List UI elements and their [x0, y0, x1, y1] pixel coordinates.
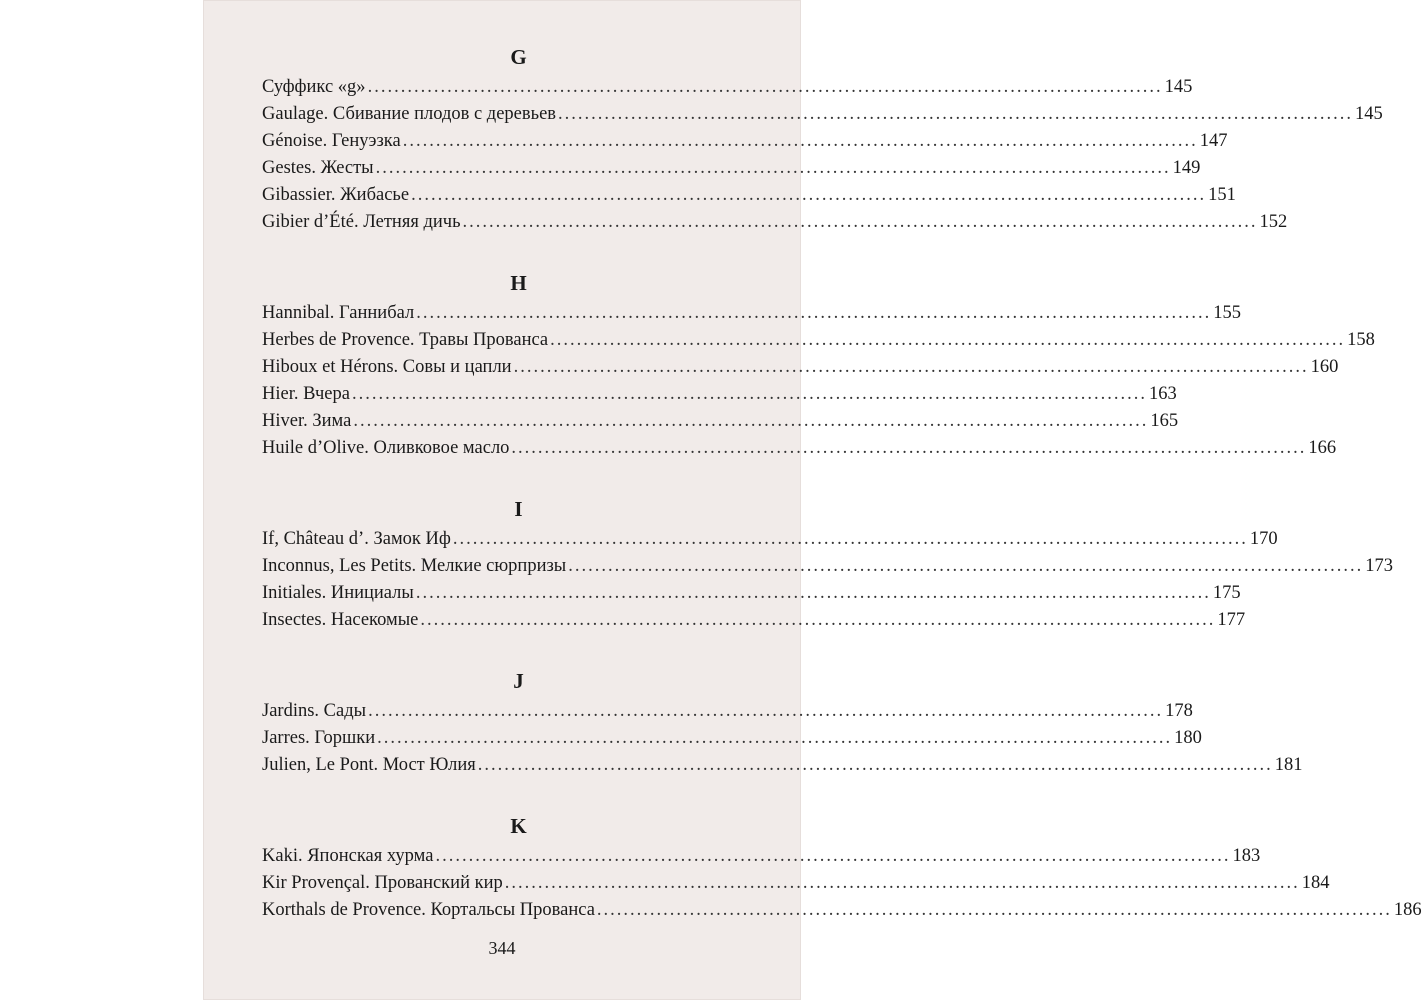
toc-entry [262, 300, 1241, 327]
section-letter: I [514, 497, 523, 521]
dot-leader: ........................................................................................................................ [477, 755, 1273, 775]
entry-title: Gestes. Жесты [262, 158, 374, 178]
dot-leader: ........................................................................................................................ [368, 701, 1164, 721]
entry-page: 186 [1393, 900, 1422, 920]
dot-leader: ........................................................................................................................ [511, 438, 1307, 458]
dot-leader: ........................................................................................................................ [375, 158, 1171, 178]
toc-entry [262, 128, 1228, 155]
entry-page: 181 [1274, 755, 1303, 775]
entry-title: Gaulage. Сбивание плодов с деревьев [262, 104, 557, 124]
entry-title: Huile d’Olive. Оливковое масло [262, 438, 510, 458]
toc-entry [262, 607, 1246, 634]
entry-page: 183 [1232, 846, 1261, 866]
entry-page: 145 [1164, 77, 1193, 97]
entry-title: If, Château d’. Замок Иф [262, 529, 451, 549]
entry-page: 145 [1355, 104, 1383, 124]
toc-entry [262, 327, 1375, 354]
entry-title: Kaki. Японская хурма [262, 846, 434, 866]
entry-title: Kir Provençal. Прованский кир [262, 873, 503, 893]
entry-page: 155 [1213, 303, 1241, 323]
book-page [203, 0, 1422, 1000]
dot-leader: ........................................................................................................................ [558, 104, 1354, 124]
toc-entry [262, 435, 1337, 462]
entry-title: Insectes. Насекомые [262, 610, 419, 630]
entry-page: 173 [1365, 556, 1393, 576]
section-letter: G [510, 45, 527, 69]
entry-title: Initiales. Инициалы [262, 583, 414, 603]
toc-entry [262, 155, 1201, 182]
page-number: 344 [488, 938, 516, 958]
dot-leader: ........................................................................................................................ [351, 384, 1147, 404]
dot-leader: ........................................................................................................................ [504, 873, 1300, 893]
entry-page: 147 [1199, 131, 1228, 151]
toc-entry [262, 752, 1303, 779]
entry-page: 180 [1174, 728, 1202, 748]
toc-entry [262, 580, 1241, 607]
toc-entry [262, 870, 1330, 897]
table-of-contents [262, 40, 1422, 954]
dot-leader: ........................................................................................................................ [435, 846, 1231, 866]
entry-title: Hiboux et Hérons. Совы и цапли [262, 357, 512, 377]
entry-page: 177 [1217, 610, 1246, 630]
dot-leader: ........................................................................................................................ [415, 583, 1211, 603]
dot-leader: ........................................................................................................................ [353, 411, 1149, 431]
dot-leader: ........................................................................................................................ [513, 357, 1309, 377]
entry-title: Korthals de Provence. Кортальсы Прованса [262, 900, 595, 920]
toc-entry [262, 843, 1261, 870]
entry-title: Jarres. Горшки [262, 728, 376, 748]
entry-page: 163 [1148, 384, 1177, 404]
toc-section-g [262, 40, 1383, 236]
toc-section-j [262, 664, 1303, 779]
entry-page: 152 [1259, 212, 1288, 232]
dot-leader: ........................................................................................................................ [416, 303, 1212, 323]
toc-section-i [262, 492, 1393, 634]
toc-entry [262, 74, 1193, 101]
dot-leader: ........................................................................................................................ [420, 610, 1216, 630]
entry-page: 166 [1308, 438, 1337, 458]
toc-entry [262, 381, 1177, 408]
toc-entry [262, 698, 1193, 725]
dot-leader: ........................................................................................................................ [402, 131, 1198, 151]
dot-leader: ........................................................................................................................ [550, 330, 1346, 350]
section-letter: K [510, 814, 527, 838]
dot-leader: ........................................................................................................................ [367, 77, 1163, 97]
toc-section-k [262, 809, 1422, 924]
entry-page: 160 [1310, 357, 1339, 377]
entry-page: 149 [1172, 158, 1201, 178]
toc-entry [262, 209, 1288, 236]
dot-leader: ........................................................................................................................ [596, 900, 1392, 920]
entry-title: Jardins. Сады [262, 701, 367, 721]
entry-page: 165 [1150, 411, 1179, 431]
entry-title: Julien, Le Pont. Мост Юлия [262, 755, 476, 775]
entry-title: Inconnus, Les Petits. Мелкие сюрпризы [262, 556, 567, 576]
toc-entry [262, 101, 1383, 128]
entry-title: Génoise. Генуэзка [262, 131, 401, 151]
entry-title: Herbes de Provence. Травы Прованса [262, 330, 549, 350]
toc-section-h [262, 266, 1375, 462]
dot-leader: ........................................................................................................................ [411, 185, 1207, 205]
entry-title: Gibier d’Été. Летняя дичь [262, 212, 461, 232]
entry-page: 151 [1208, 185, 1236, 205]
dot-leader: ........................................................................................................................ [568, 556, 1364, 576]
dot-leader: ........................................................................................................................ [377, 728, 1173, 748]
entry-page: 170 [1249, 529, 1278, 549]
entry-page: 178 [1165, 701, 1193, 721]
dot-leader: ........................................................................................................................ [452, 529, 1248, 549]
entry-page: 175 [1212, 583, 1241, 603]
toc-entry [262, 725, 1202, 752]
entry-title: Hier. Вчера [262, 384, 350, 404]
toc-entry [262, 526, 1278, 553]
entry-page: 158 [1347, 330, 1375, 350]
section-letter: J [513, 669, 524, 693]
entry-title: Суффикс «g» [262, 77, 366, 97]
toc-entry [262, 897, 1422, 924]
entry-title: Hannibal. Ганнибал [262, 303, 415, 323]
toc-entry [262, 182, 1236, 209]
section-letter: H [510, 271, 527, 295]
entry-page: 184 [1301, 873, 1330, 893]
toc-entry [262, 354, 1339, 381]
entry-title: Gibassier. Жибасье [262, 185, 410, 205]
entry-title: Hiver. Зима [262, 411, 352, 431]
toc-entry [262, 553, 1393, 580]
toc-entry [262, 408, 1179, 435]
dot-leader: ........................................................................................................................ [462, 212, 1258, 232]
